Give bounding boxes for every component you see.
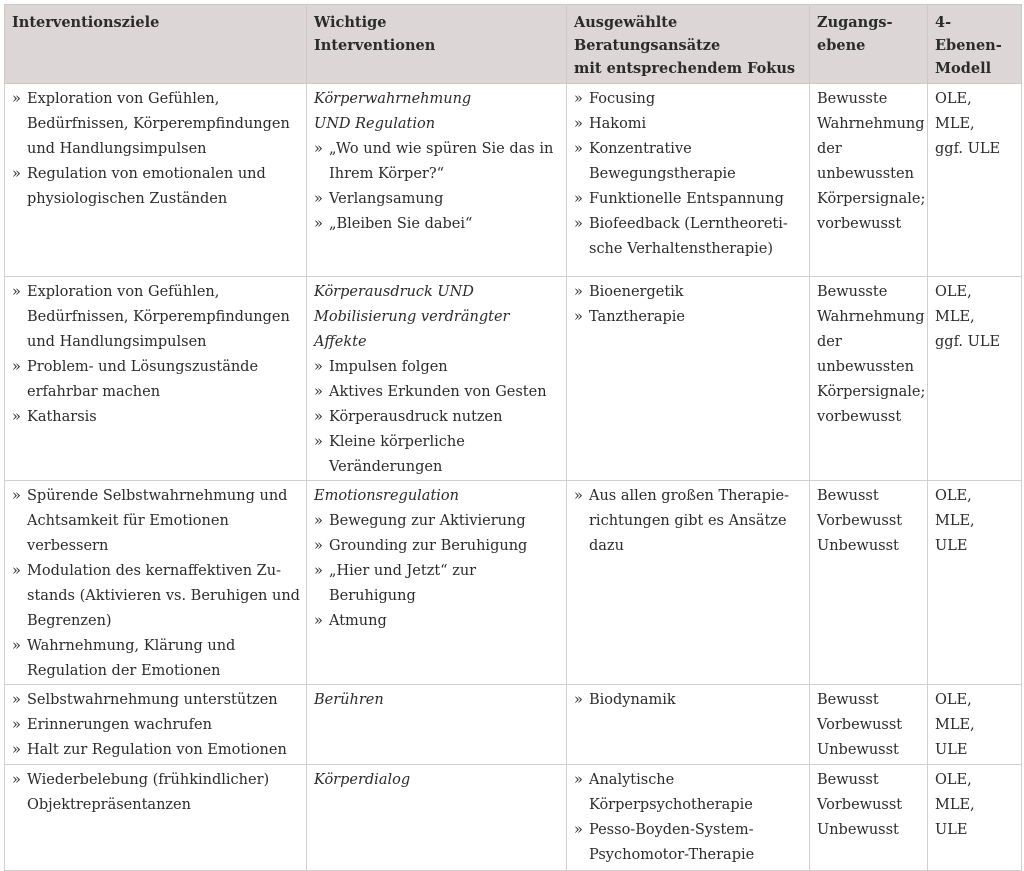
list-item: » Selbstwahrnehmung unterstützen bbox=[12, 688, 300, 713]
access-level-cell: Bewusste Wahrnehmung der unbewussten Körpersignale; vorbewusst bbox=[810, 277, 928, 481]
list-item: » Spürende Selbstwahrnehmung und Achtsamkeit für Emotionen verbessern bbox=[12, 484, 300, 559]
approaches-list bbox=[574, 768, 803, 868]
goals-cell bbox=[5, 481, 307, 685]
list-item: » „Bleiben Sie dabei“ bbox=[314, 212, 560, 237]
approaches-list bbox=[574, 87, 803, 262]
approaches-cell bbox=[567, 765, 810, 871]
approaches-list bbox=[574, 280, 803, 330]
list-item: » Kleine körperliche Veränderungen bbox=[314, 430, 560, 480]
list-item: » Bewegung zur Aktivierung bbox=[314, 509, 560, 534]
table-row bbox=[5, 481, 1022, 685]
interventions-cell bbox=[307, 84, 567, 277]
interventions-table bbox=[4, 4, 1022, 871]
goals-list bbox=[12, 280, 300, 430]
interventions-cell bbox=[307, 685, 567, 765]
header-goals: Interventionsziele bbox=[5, 5, 307, 84]
list-item: » Biodynamik bbox=[574, 688, 803, 713]
list-item: » Konzentrative Bewegungstherapie bbox=[574, 137, 803, 187]
intervention-focus: Berühren bbox=[314, 692, 384, 708]
access-level-cell: Bewusst Vorbewusst Unbewusst bbox=[810, 765, 928, 871]
list-item: » Biofeedback (Lerntheoreti-sche Verhaltenstherapie) bbox=[574, 212, 803, 262]
table-row bbox=[5, 685, 1022, 765]
approaches-cell bbox=[567, 84, 810, 277]
access-level-cell: Bewusst Vorbewusst Unbewusst bbox=[810, 685, 928, 765]
intervention-focus: Körperwahrnehmung UND Regulation bbox=[314, 91, 472, 132]
list-item: » Aus allen großen Therapie-richtungen gibt es Ansätze dazu bbox=[574, 484, 803, 559]
goals-list bbox=[12, 87, 300, 212]
intervention-focus: Körperdialog bbox=[314, 772, 411, 788]
approaches-cell bbox=[567, 481, 810, 685]
approaches-cell bbox=[567, 685, 810, 765]
list-item: » Wiederbelebung (frühkindlicher) Objektrepräsentanzen bbox=[12, 768, 300, 818]
list-item: » Grounding zur Beruhigung bbox=[314, 534, 560, 559]
model-cell: OLE, MLE, ULE bbox=[928, 765, 1022, 871]
header-row bbox=[5, 5, 1022, 84]
approaches-cell bbox=[567, 277, 810, 481]
list-item: » Analytische Körperpsychotherapie bbox=[574, 768, 803, 818]
header-access-level: Zugangs- ebene bbox=[810, 5, 928, 84]
goals-cell bbox=[5, 685, 307, 765]
list-item: » Bioenergetik bbox=[574, 280, 803, 305]
list-item: » Hakomi bbox=[574, 112, 803, 137]
goals-cell bbox=[5, 84, 307, 277]
list-item: » Aktives Erkunden von Gesten bbox=[314, 380, 560, 405]
model-cell: OLE, MLE, ULE bbox=[928, 685, 1022, 765]
goals-list bbox=[12, 688, 300, 763]
table-row bbox=[5, 277, 1022, 481]
header-interventions: Wichtige Interventionen bbox=[307, 5, 567, 84]
list-item: » Exploration von Gefühlen, Bedürfnissen, Körperempfindungen und Handlungsimpulsen bbox=[12, 87, 300, 162]
list-item: » Pesso-Boyden-System-Psychomotor-Therapie bbox=[574, 818, 803, 868]
list-item: » Impulsen folgen bbox=[314, 355, 560, 380]
list-item: » Atmung bbox=[314, 609, 560, 634]
header-four-level-model: 4-Ebenen- Modell bbox=[928, 5, 1022, 84]
table-row bbox=[5, 765, 1022, 871]
interventions-list bbox=[314, 137, 560, 237]
list-item: » Körperausdruck nutzen bbox=[314, 405, 560, 430]
model-cell: OLE, MLE, ULE bbox=[928, 481, 1022, 685]
interventions-cell bbox=[307, 481, 567, 685]
interventions-list bbox=[314, 509, 560, 634]
list-item: » „Hier und Jetzt“ zur Beruhigung bbox=[314, 559, 560, 609]
header-approaches: Ausgewählte Beratungsansätze mit entsprechendem Fokus bbox=[567, 5, 810, 84]
table-row bbox=[5, 84, 1022, 277]
access-level-cell: Bewusst Vorbewusst Unbewusst bbox=[810, 481, 928, 685]
list-item: » Funktionelle Entspannung bbox=[574, 187, 803, 212]
list-item: » Problem- und Lösungszustände erfahrbar machen bbox=[12, 355, 300, 405]
interventions-cell bbox=[307, 277, 567, 481]
goals-cell bbox=[5, 277, 307, 481]
goals-cell bbox=[5, 765, 307, 871]
intervention-focus: Körperausdruck UND Mobilisierung verdrängter Affekte bbox=[314, 284, 510, 350]
list-item: » Exploration von Gefühlen, Bedürfnissen, Körperempfindungen und Handlungsimpulsen bbox=[12, 280, 300, 355]
list-item: » Tanztherapie bbox=[574, 305, 803, 330]
model-cell: OLE, MLE, ggf. ULE bbox=[928, 84, 1022, 277]
list-item: » „Wo und wie spüren Sie das in Ihrem Körper?“ bbox=[314, 137, 560, 187]
list-item: » Verlangsamung bbox=[314, 187, 560, 212]
list-item: » Wahrnehmung, Klärung und Regulation der Emotionen bbox=[12, 634, 300, 684]
list-item: » Halt zur Regulation von Emotionen bbox=[12, 738, 300, 763]
list-item: » Erinnerungen wachrufen bbox=[12, 713, 300, 738]
interventions-list bbox=[314, 355, 560, 480]
list-item: » Modulation des kernaffektiven Zu-stands (Aktivieren vs. Beruhigen und Begrenzen) bbox=[12, 559, 300, 634]
model-cell: OLE, MLE, ggf. ULE bbox=[928, 277, 1022, 481]
list-item: » Focusing bbox=[574, 87, 803, 112]
interventions-cell bbox=[307, 765, 567, 871]
approaches-list bbox=[574, 484, 803, 559]
access-level-cell: Bewusste Wahrnehmung der unbewussten Körpersignale; vorbewusst bbox=[810, 84, 928, 277]
list-item: » Katharsis bbox=[12, 405, 300, 430]
intervention-focus: Emotionsregulation bbox=[314, 488, 459, 504]
goals-list bbox=[12, 484, 300, 684]
approaches-list bbox=[574, 688, 803, 713]
goals-list bbox=[12, 768, 300, 818]
list-item: » Regulation von emotionalen und physiologischen Zuständen bbox=[12, 162, 300, 212]
